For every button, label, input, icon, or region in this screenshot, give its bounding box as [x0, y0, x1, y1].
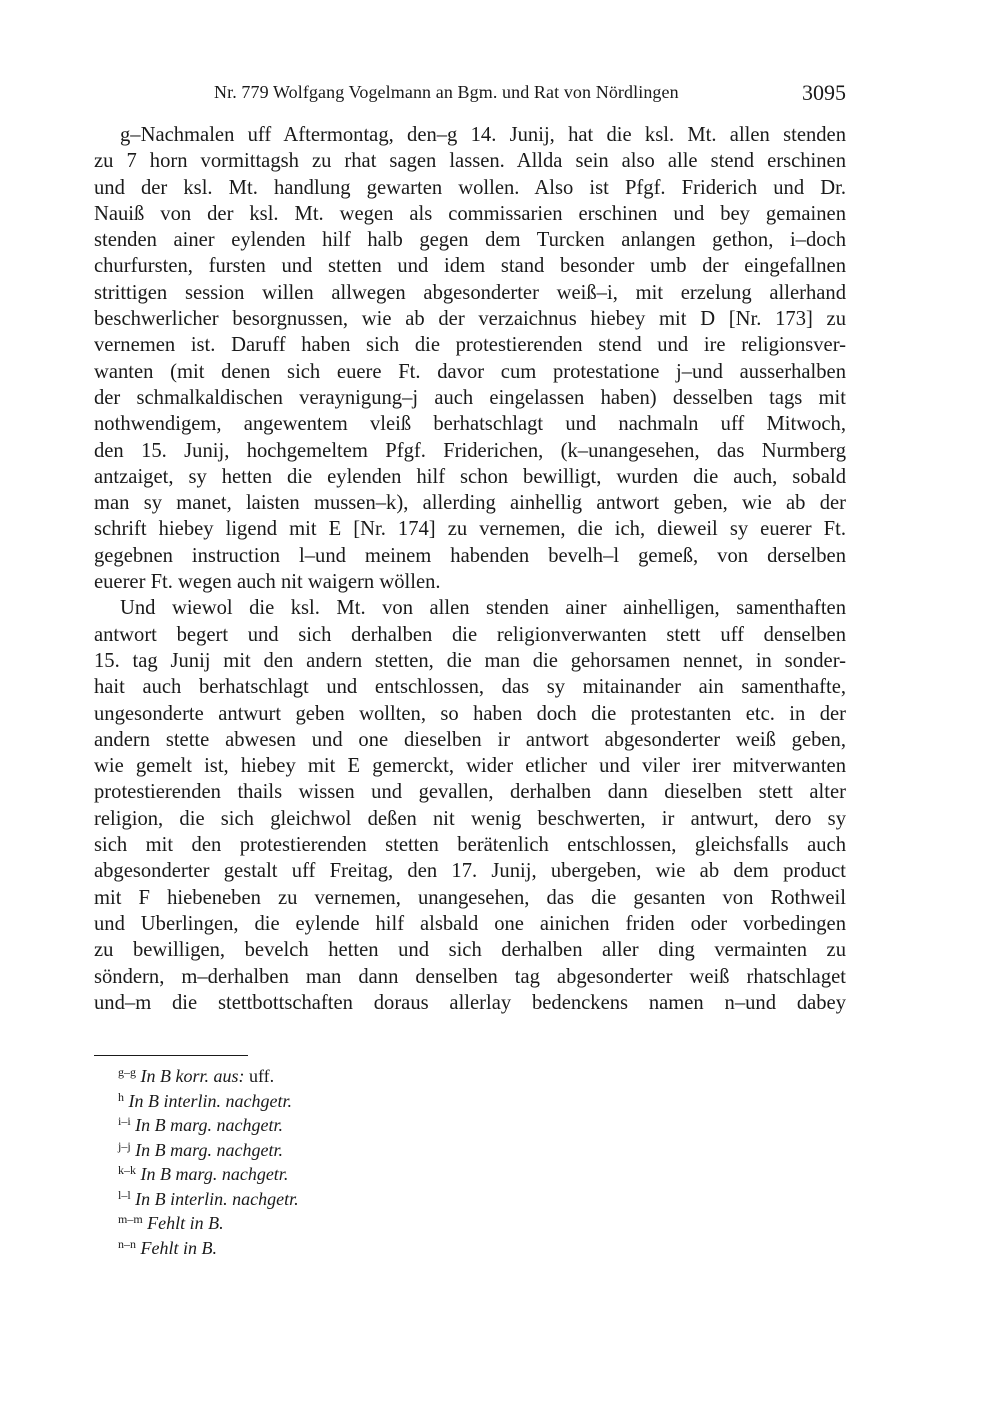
body-line: zu 7 horn vormittagsh zu rhat sagen lassen. Allda sein also alle stend erschinen: [94, 150, 846, 173]
body-line: man sy manet, laisten mussen–k), allerding ainhellig antwort geben, wie ab der: [94, 492, 846, 515]
running-head: [94, 80, 846, 108]
footnote-text: In B interlin. nachgetr.: [128, 1090, 292, 1111]
footnote-mark: i–i: [118, 1114, 131, 1128]
body-line: churfursten, fursten und stetten und idem stand besonder umb der eingefallnen: [94, 255, 846, 278]
footnote: [118, 1109, 299, 1134]
footnote: [118, 1134, 299, 1159]
footnote-text: In B interlin. nachgetr.: [135, 1188, 299, 1209]
footnote-original-reading: uff.: [244, 1066, 275, 1086]
body-line: und Uberlingen, die eylende hilf alsbald one ainichen friden oder vorbedingen: [94, 912, 846, 935]
footnote: [118, 1085, 299, 1110]
footnote-text: In B marg. nachgetr.: [135, 1139, 283, 1160]
running-head-title: Nr. 779 Wolfgang Vogelmann an Bgm. und Rat von Nördlingen: [214, 82, 679, 102]
body-line: euerer Ft. wegen auch nit waigern wöllen.: [94, 571, 441, 594]
footnote-divider: [94, 1055, 248, 1056]
body-line: den 15. Junij, hochgemeltem Pfgf. Friderichen, (k–unangesehen, das Nurmberg: [94, 439, 846, 462]
body-line: antwort begert und sich derhalben die religionverwanten stett uff denselben: [94, 623, 846, 646]
body-text: [94, 122, 846, 1016]
body-line: Nauiß von der ksl. Mt. wegen als commissarien erschinen und bey gemainen: [94, 202, 846, 225]
body-line: und der ksl. Mt. handlung gewarten wollen. Also ist Pfgf. Friderich und Dr.: [94, 176, 846, 199]
body-line: der schmalkaldischen veraynigung–j auch eingelassen haben) desselben tags mit: [94, 386, 846, 409]
footnote-mark: m–m: [118, 1212, 143, 1226]
body-line: sich mit den protestierenden stetten berätenlich entschlossen, gleichsfalls auch: [94, 834, 846, 857]
body-line: 15. tag Junij mit den andern stetten, die man die gehorsamen nennet, in sonder-: [94, 649, 846, 672]
body-line: gegebnen instruction l–und meinem habenden bevelh–l gemeß, von derselben: [94, 544, 846, 567]
body-line: stenden ainer eylenden hilf halb gegen dem Turcken anlangen gethon, i–doch: [94, 229, 846, 252]
footnote-text: Fehlt in B.: [147, 1213, 224, 1233]
footnote-text: In B marg. nachgetr.: [140, 1164, 289, 1184]
body-line: zu bewilligen, bevelch hetten und sich derhalben aller ding vermainten zu: [94, 939, 846, 962]
footnote-text: In B korr. aus:: [140, 1066, 245, 1086]
body-line: strittigen session willen allwegen abgesonderter weiß–i, mit erzelung allerhand: [94, 281, 846, 304]
footnote: [118, 1183, 299, 1208]
body-line: antzaiget, sy hetten die eylenden hilf schon bewilligt, wurden die auch, sobald: [94, 465, 846, 488]
body-line: beschwerlicher besorgnussen, wie ab der verzaichnus hiebey mit D [Nr. 173] zu: [94, 308, 846, 331]
footnotes: [118, 1060, 299, 1256]
body-line: schrift hiebey ligend mit E [Nr. 174] zu vernemen, die ich, dieweil sy euerer Ft.: [94, 518, 846, 541]
body-line: g–Nachmalen uff Aftermontag, den–g 14. Junij, hat die ksl. Mt. allen stenden: [120, 124, 846, 146]
footnote-mark: g–g: [118, 1065, 136, 1079]
body-line: hait auch berhatschlagt und entschlossen, das sy mitainander ain samenthafte,: [94, 676, 846, 699]
body-line: religion, die sich gleichwol deßen nit wenig beschwerten, ir antwurt, dero sy: [94, 807, 846, 830]
footnote-mark: j–j: [118, 1138, 131, 1153]
footnote-mark: l–l: [118, 1187, 131, 1202]
body-line: nothwendigem, angewentem vleiß berhatschlagt und nachmaln uff Mitwoch,: [94, 413, 846, 436]
footnote-text: Fehlt in B.: [140, 1237, 217, 1258]
footnote: [118, 1060, 299, 1085]
body-line: vernemen ist. Daruff haben sich die protestierenden stend und ire religionsver-: [94, 334, 846, 357]
body-line: und–m die stettbottschaften doraus allerlay bedenckens namen n–und dabey: [94, 991, 846, 1014]
footnote-mark: k–k: [118, 1163, 136, 1177]
body-line: Und wiewol die ksl. Mt. von allen stenden ainer ainhelligen, samenthaften: [120, 597, 846, 620]
body-line: protestierenden thails wissen und gevallen, derhalben dann dieselben stett alter: [94, 781, 846, 804]
footnote: [118, 1158, 299, 1183]
body-line: wie gemelt ist, hiebey mit E gemerckt, wider etlicher und viler irer mitverwanten: [94, 755, 846, 778]
page-number: 3095: [802, 80, 846, 105]
body-line: söndern, m–derhalben man dann denselben tag abgesonderter weiß rhatschlaget: [94, 965, 846, 988]
footnote: [118, 1207, 299, 1232]
footnote: [118, 1232, 299, 1257]
body-line: mit F hiebeneben zu vernemen, unangesehen, das die gesanten von Rothweil: [94, 886, 846, 909]
body-line: ungesonderte antwurt geben wollten, so haben doch die protestanten etc. in der: [94, 702, 846, 725]
body-line: wanten (mit denen sich euere Ft. davor cum protestatione j–und ausserhalben: [94, 360, 846, 383]
body-line: andern stette abwesen und one dieselben ir antwort abgesonderter weiß geben,: [94, 728, 846, 751]
footnote-mark: h: [118, 1089, 124, 1104]
footnote-mark: n–n: [118, 1236, 136, 1251]
footnote-text: In B marg. nachgetr.: [135, 1115, 283, 1135]
body-line: abgesonderter gestalt uff Freitag, den 17. Junij, ubergeben, wie ab dem product: [94, 860, 846, 883]
